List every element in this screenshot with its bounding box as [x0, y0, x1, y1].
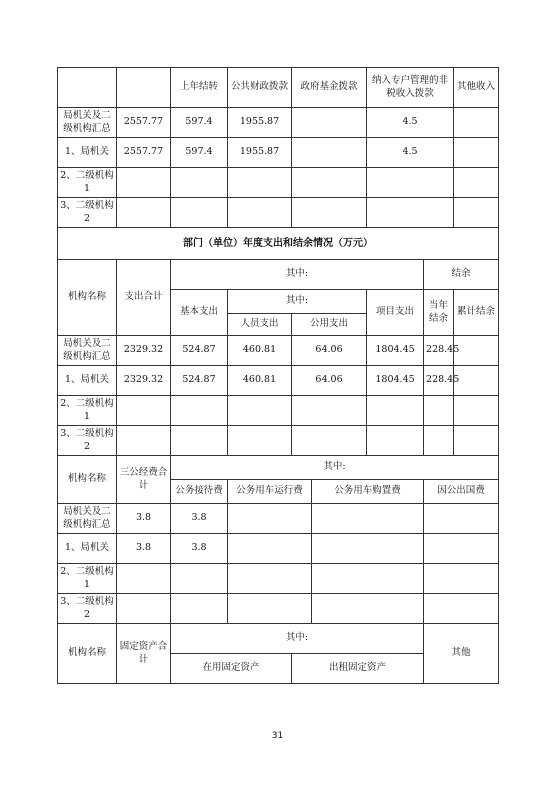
expense-total	[117, 426, 171, 456]
expense-section-title: 部门（单位）年度支出和结余情况（万元）	[58, 228, 499, 260]
assets-header-row-1	[58, 624, 499, 654]
expense-basic	[171, 426, 228, 456]
sangong-vehicle-run	[228, 594, 312, 624]
expense-header-current: 当年结余	[424, 290, 454, 336]
sangong-total: 3.8	[117, 534, 171, 564]
expense-basic: 524.87	[171, 366, 228, 396]
sangong-abroad	[424, 594, 499, 624]
expense-total: 2329.32	[117, 336, 171, 366]
sangong-org-name: 2、二级机构1	[58, 564, 117, 594]
sangong-total	[117, 594, 171, 624]
expense-org-name: 1、局机关	[58, 366, 117, 396]
expense-basic	[171, 396, 228, 426]
income-org-name: 2、二级机构1	[58, 168, 117, 198]
expense-project: 1804.45	[367, 336, 424, 366]
income-row	[58, 198, 499, 228]
assets-header-among: 其中:	[171, 624, 424, 654]
income-fund	[292, 108, 367, 138]
expense-row	[58, 366, 499, 396]
expense-org-name: 3、二级机构2	[58, 426, 117, 456]
expense-cumulative	[454, 396, 499, 426]
income-header-other: 其他收入	[454, 68, 499, 108]
expense-header-row-1	[58, 260, 499, 290]
income-header-blank-1	[58, 68, 117, 108]
income-row	[58, 168, 499, 198]
sangong-row	[58, 594, 499, 624]
expense-public: 64.06	[292, 366, 367, 396]
expense-header-public: 公用支出	[292, 314, 367, 336]
sangong-vehicle-run	[228, 564, 312, 594]
expense-header-among: 其中:	[171, 260, 424, 290]
sangong-header-abroad: 因公出国费	[424, 480, 499, 504]
income-header-blank-2	[117, 68, 171, 108]
sangong-reception	[171, 564, 228, 594]
expense-cumulative	[454, 336, 499, 366]
income-fiscal: 1955.87	[228, 138, 292, 168]
income-total: 2557.77	[117, 108, 171, 138]
expense-current: 228.45	[424, 366, 454, 396]
income-fiscal	[228, 198, 292, 228]
income-other	[454, 108, 499, 138]
sangong-vehicle-run	[228, 504, 312, 534]
expense-project	[367, 426, 424, 456]
income-carryover: 597.4	[171, 138, 228, 168]
income-special: 4.5	[367, 138, 454, 168]
expense-header-project: 项目支出	[367, 290, 424, 336]
income-total	[117, 198, 171, 228]
expense-header-personnel: 人员支出	[228, 314, 292, 336]
income-org-name: 3、二级机构2	[58, 198, 117, 228]
sangong-vehicle-buy	[312, 504, 424, 534]
income-row	[58, 108, 499, 138]
income-other	[454, 168, 499, 198]
expense-header-basic: 基本支出	[171, 290, 228, 336]
income-special	[367, 168, 454, 198]
sangong-abroad	[424, 564, 499, 594]
income-fiscal: 1955.87	[228, 108, 292, 138]
expense-current: 228.45	[424, 336, 454, 366]
expense-personnel	[228, 426, 292, 456]
expense-total	[117, 396, 171, 426]
income-row	[58, 138, 499, 168]
income-fund	[292, 138, 367, 168]
sangong-reception: 3.8	[171, 534, 228, 564]
expense-row	[58, 396, 499, 426]
sangong-total	[117, 564, 171, 594]
page-number: 31	[271, 731, 284, 741]
income-total: 2557.77	[117, 138, 171, 168]
sangong-header-row-1	[58, 456, 499, 480]
expense-title-row	[58, 228, 499, 260]
income-carryover	[171, 198, 228, 228]
income-special	[367, 198, 454, 228]
sangong-vehicle-buy	[312, 594, 424, 624]
expense-header-total: 支出合计	[117, 260, 171, 336]
budget-table	[57, 67, 499, 684]
expense-total: 2329.32	[117, 366, 171, 396]
sangong-org-name: 1、局机关	[58, 534, 117, 564]
expense-header-balance: 结余	[424, 260, 499, 290]
sangong-row	[58, 504, 499, 534]
sangong-header-vehicle-run: 公务用车运行费	[228, 480, 312, 504]
income-org-name: 1、局机关	[58, 138, 117, 168]
sangong-org-name: 局机关及二级机构汇总	[58, 504, 117, 534]
income-header-fiscal: 公共财政拨款	[228, 68, 292, 108]
income-header-carryover: 上年结转	[171, 68, 228, 108]
assets-header-org: 机构名称	[58, 624, 117, 684]
sangong-abroad	[424, 534, 499, 564]
expense-personnel	[228, 396, 292, 426]
income-other	[454, 198, 499, 228]
sangong-header-vehicle-buy: 公务用车购置费	[312, 480, 424, 504]
income-fund	[292, 168, 367, 198]
sangong-header-org: 机构名称	[58, 456, 117, 504]
income-other	[454, 138, 499, 168]
expense-cumulative	[454, 366, 499, 396]
income-header-fund: 政府基金拨款	[292, 68, 367, 108]
sangong-vehicle-run	[228, 534, 312, 564]
expense-public: 64.06	[292, 336, 367, 366]
assets-header-rented: 出租固定资产	[292, 654, 424, 684]
sangong-vehicle-buy	[312, 564, 424, 594]
expense-current	[424, 396, 454, 426]
income-carryover	[171, 168, 228, 198]
sangong-header-among: 其中:	[171, 456, 499, 480]
expense-personnel: 460.81	[228, 336, 292, 366]
expense-cumulative	[454, 426, 499, 456]
expense-public	[292, 396, 367, 426]
sangong-total: 3.8	[117, 504, 171, 534]
expense-current	[424, 426, 454, 456]
income-header-special: 纳入专户管理的非税收入拨款	[367, 68, 454, 108]
sangong-abroad	[424, 504, 499, 534]
expense-personnel: 460.81	[228, 366, 292, 396]
expense-header-among2: 其中:	[228, 290, 367, 314]
sangong-header-reception: 公务接待费	[171, 480, 228, 504]
income-org-name: 局机关及二级机构汇总	[58, 108, 117, 138]
income-fiscal	[228, 168, 292, 198]
sangong-reception: 3.8	[171, 504, 228, 534]
expense-row	[58, 336, 499, 366]
assets-header-other: 其他	[424, 624, 499, 684]
sangong-row	[58, 564, 499, 594]
expense-org-name: 局机关及二级机构汇总	[58, 336, 117, 366]
sangong-vehicle-buy	[312, 534, 424, 564]
expense-project: 1804.45	[367, 366, 424, 396]
income-carryover: 597.4	[171, 108, 228, 138]
expense-org-name: 2、二级机构1	[58, 396, 117, 426]
expense-project	[367, 396, 424, 426]
assets-header-in-use: 在用固定资产	[171, 654, 292, 684]
expense-header-org: 机构名称	[58, 260, 117, 336]
sangong-org-name: 3、二级机构2	[58, 594, 117, 624]
sangong-header-total: 三公经费合计	[117, 456, 171, 504]
expense-basic: 524.87	[171, 336, 228, 366]
expense-public	[292, 426, 367, 456]
income-special: 4.5	[367, 108, 454, 138]
expense-header-cumulative: 累计结余	[454, 290, 499, 336]
sangong-row	[58, 534, 499, 564]
income-total	[117, 168, 171, 198]
income-fund	[292, 198, 367, 228]
income-header-row	[58, 68, 499, 108]
sangong-reception	[171, 594, 228, 624]
expense-row	[58, 426, 499, 456]
assets-header-total: 固定资产合计	[117, 624, 171, 684]
